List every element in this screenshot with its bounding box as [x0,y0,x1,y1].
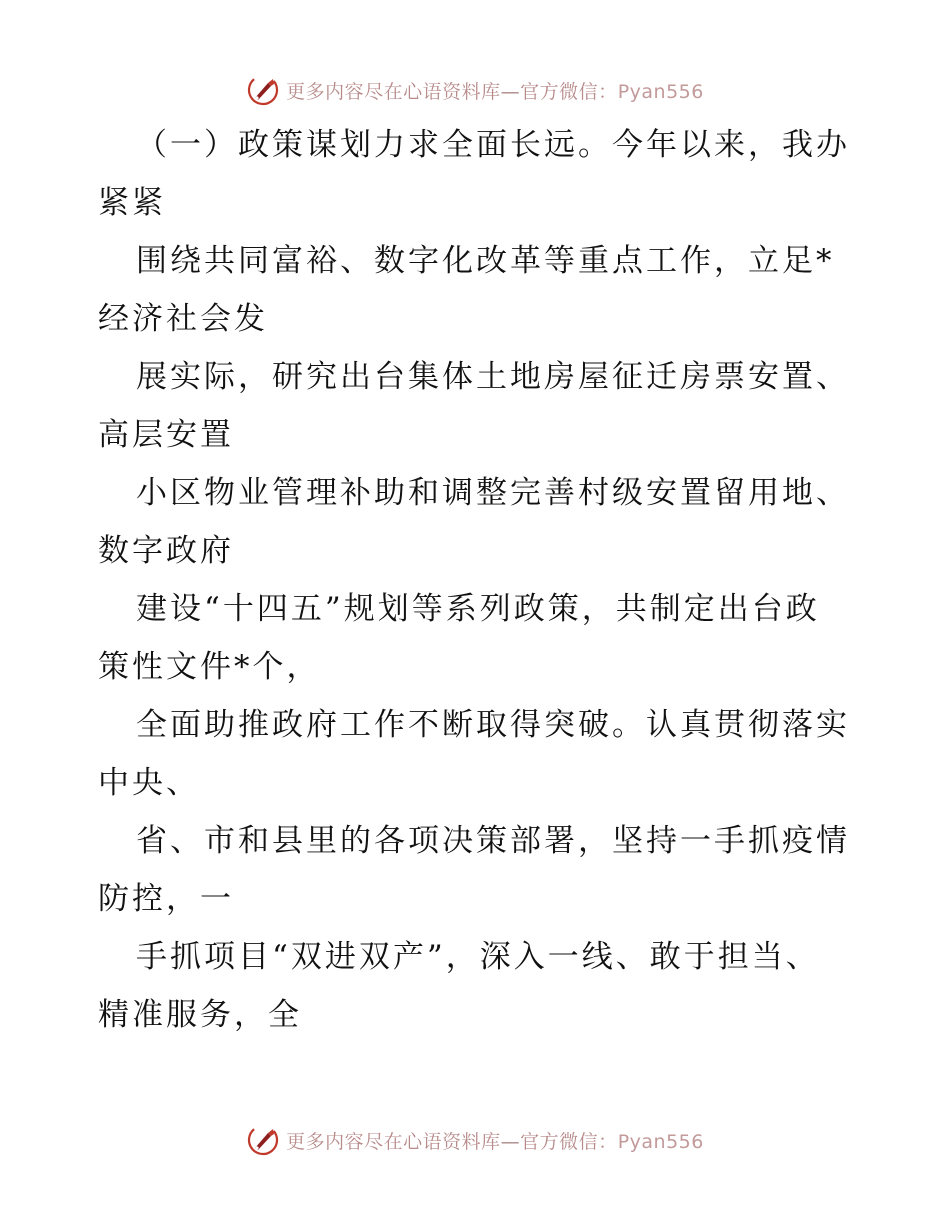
text-line: 展实际，研究出台集体土地房屋征迁房票安置、 [136,359,850,395]
text-line: 紧紧 [98,185,166,221]
watermark-text [286,1127,704,1154]
document-body [98,116,858,1044]
watermark-separator: — [500,1130,521,1153]
text-line: 小区物业管理补助和调整完善村级安置留用地、 [136,475,850,511]
watermark-wechat-handle: Pyan556 [617,80,704,103]
text-line: 围绕共同富裕、数字化改革等重点工作，立足* [136,243,835,279]
footer-watermark [0,1122,950,1158]
text-line: 经济社会发 [98,301,268,337]
text-line: （一）政策谋划力求全面长远。今年以来，我办 [136,127,850,163]
watermark-wechat-handle: Pyan556 [617,1130,704,1153]
text-line: 防控，一 [98,881,234,917]
watermark-text [286,77,704,104]
text-line: 精准服务，全 [98,997,302,1033]
text-line: 数字政府 [98,533,234,569]
watermark-wechat-label: 官方微信： [520,1130,618,1153]
text-line: 高层安置 [98,417,234,453]
watermark-brand: 更多内容尽在心语资料库 [286,1130,501,1153]
watermark-separator: — [500,80,521,103]
quill-pen-logo-icon [246,73,280,107]
text-line: 全面助推政府工作不断取得突破。认真贯彻落实 [136,707,850,743]
text-line: 建设“十四五”规划等系列政策，共制定出台政 [136,591,820,627]
text-line: 中央、 [98,765,200,801]
text-line: 省、市和县里的各项决策部署，坚持一手抓疫情 [136,823,850,859]
watermark-wechat-label: 官方微信： [520,80,618,103]
text-line: 手抓项目“双进双产”，深入一线、敢于担当、 [136,939,820,975]
quill-pen-logo-icon [246,1123,280,1157]
watermark-brand: 更多内容尽在心语资料库 [286,80,501,103]
text-line: 策性文件*个， [98,649,321,685]
header-watermark [0,72,950,108]
